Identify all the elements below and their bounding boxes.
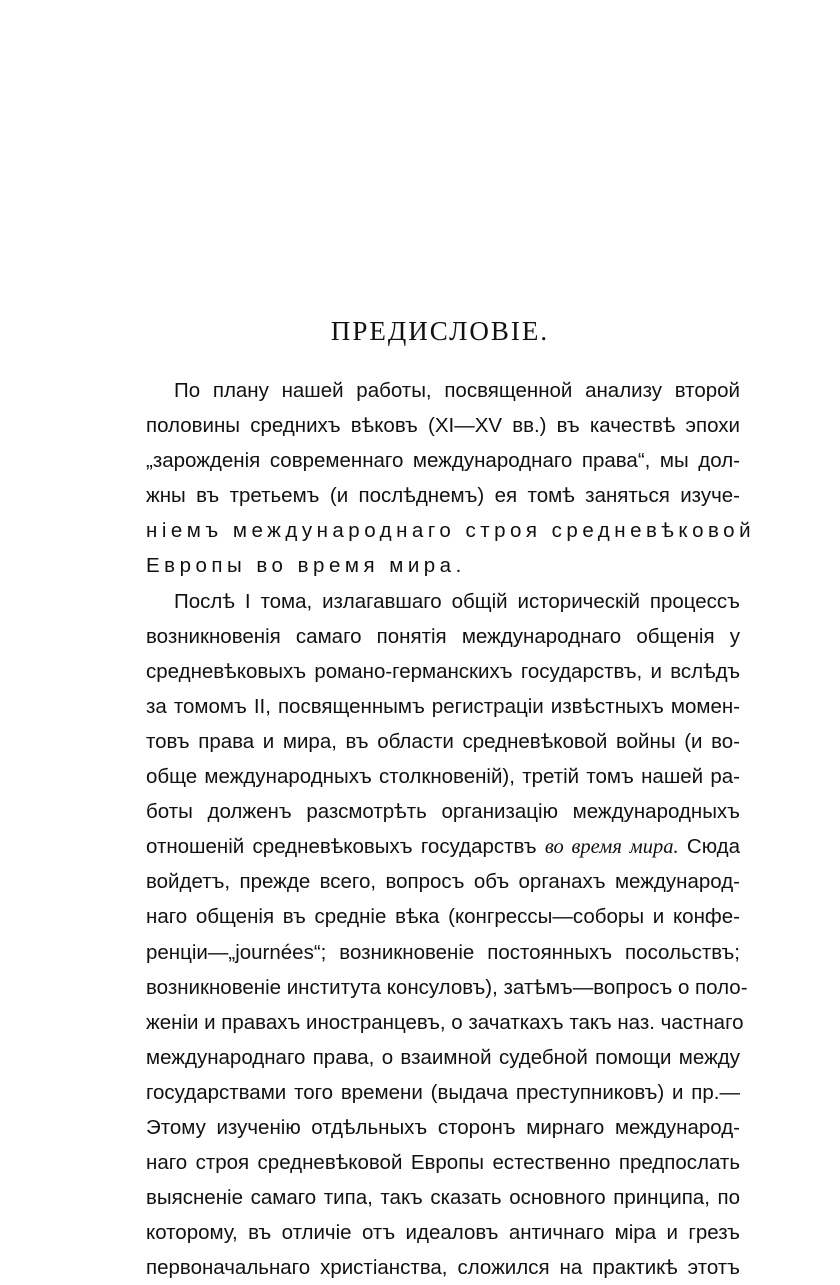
text-line: „зарожденія современнаго международнаго права“, мы дол- [146, 449, 740, 473]
text-line: международнаго права, о взаимной судебной помощи между [146, 1045, 740, 1069]
text-line: половины среднихъ вѣковъ (XI—XV вв.) въ качествѣ эпохи [146, 414, 740, 438]
text-line: средневѣковыхъ романо-германскихъ государствъ, и вслѣдъ [146, 659, 740, 683]
text-line: за томомъ II, посвященнымъ регистраціи извѣстныхъ момен- [146, 694, 740, 718]
text-line: жны въ третьемъ (и послѣднемъ) ея томѣ заняться изуче- [146, 484, 740, 508]
text-line: которому, въ отличіе отъ идеаловъ античнаго міра и грезъ [146, 1221, 740, 1245]
text-line: Послѣ I тома, излагавшаго общій историческій процессъ [174, 589, 740, 613]
text-run: отношеній средневѣковыхъ государствъ [146, 835, 545, 859]
text-line-with-emphasis [146, 829, 740, 864]
text-line: женіи и правахъ иностранцевъ, о зачаткахъ такъ наз. частнаго [146, 1010, 744, 1034]
text-run: Сюда [678, 835, 740, 859]
body-text [146, 373, 756, 1285]
text-line: возникновенія самаго понятія международнаго общенія у [146, 624, 740, 648]
text-line: товъ права и мира, въ области средневѣковой войны (и во- [146, 729, 740, 753]
text-line: По плану нашей работы, посвященной анализу второй [174, 379, 740, 402]
text-line: обще международныхъ столкновеній), третій томъ нашей ра- [146, 765, 740, 789]
page-title: ПРЕДИСЛОВІЕ. [330, 316, 550, 347]
text-line: возникновеніе института консуловъ), затѣмъ—вопросъ о поло- [146, 975, 748, 999]
text-line: первоначальнаго христіанства, сложился на практикѣ этотъ [146, 1256, 740, 1280]
text-line: выясненіе самаго типа, такъ сказать основного принципа, по [146, 1186, 740, 1210]
emphasis-text: во время мира. [544, 836, 679, 859]
text-line: войдетъ, прежде всего, вопросъ объ органахъ международ- [146, 870, 740, 894]
text-line: Этому изученію отдѣльныхъ сторонъ мирнаго международ- [146, 1115, 740, 1139]
text-line: государствами того времени (выдача преступниковъ) и пр.— [146, 1080, 740, 1104]
text-line: наго общенія въ средніе вѣка (конгрессы—соборы и конфе- [146, 905, 740, 929]
text-line-spaced: ніемъ международнаго строя средневѣковой [146, 519, 756, 543]
text-line: боты долженъ разсмотрѣть организацію международныхъ [146, 800, 740, 824]
text-line: ренціи—„journées“; возникновеніе постоянныхъ посольствъ; [146, 940, 740, 964]
text-line-spaced: Европы во время мира. [146, 554, 466, 578]
text-line: наго строя средневѣковой Европы естественно предпослать [146, 1151, 740, 1175]
